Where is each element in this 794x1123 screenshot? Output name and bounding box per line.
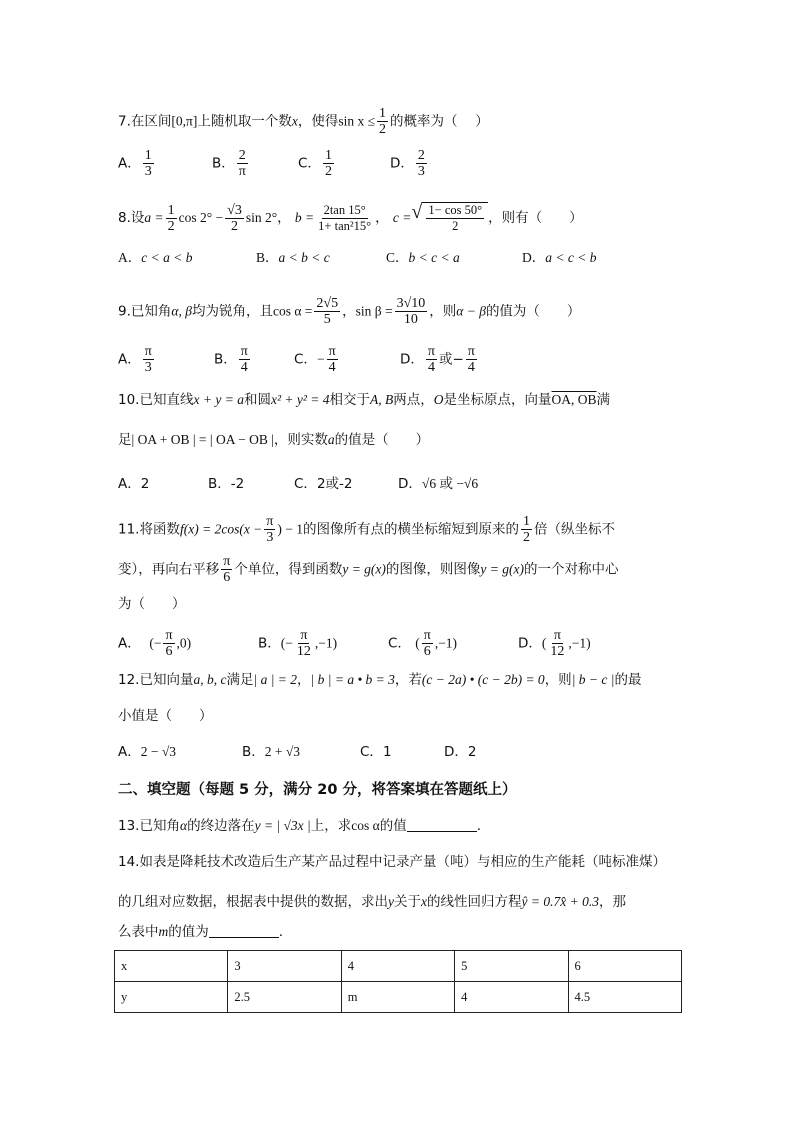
q7-fraction: $\frac{1}{2}$ <box>379 106 386 137</box>
question-13: 13.已知角α的终边落在y = | √3x |上，求cos α的值 . <box>118 818 482 834</box>
q9-option-a[interactable]: A． $\frac{\pi}{3}$ <box>118 344 152 375</box>
table-cell: 4.5 <box>568 982 681 1013</box>
question-11-line1: 11.将函数f(x) = 2cos(x − $\frac{\pi}{3}$ ) − 1的图像所有点的横坐标缩短到原来的 $\frac{1}{2}$ 倍（纵坐标不 <box>118 514 615 545</box>
q8-option-b[interactable]: B．a < b < c <box>256 250 330 265</box>
q9-option-b[interactable]: B． $\frac{\pi}{4}$ <box>214 344 248 375</box>
q10-option-b[interactable]: B．-2 <box>208 476 245 492</box>
q7-option-b[interactable]: B． $\frac{2}{\pi}$ <box>212 148 246 179</box>
q7-option-c[interactable]: C． $\frac{1}{2}$ <box>298 148 332 179</box>
q11-option-d[interactable]: D．( $\frac{\pi}{12}$ ,−1) <box>518 628 591 659</box>
table-cell: m <box>341 982 454 1013</box>
q10-option-a[interactable]: A．2 <box>118 476 150 492</box>
q13-answer-blank[interactable] <box>407 817 477 832</box>
q7-var: x <box>291 113 298 129</box>
q14-answer-blank[interactable] <box>209 923 279 938</box>
table-cell: 2.5 <box>228 982 341 1013</box>
q7-cond: sin x ≤ <box>338 113 375 129</box>
q7-option-a[interactable]: A． $\frac{1}{3}$ <box>118 148 152 179</box>
table-cell: 4 <box>341 951 454 982</box>
q7-stem-mid: 上随机取一个数 <box>197 113 292 130</box>
table-cell: 5 <box>455 951 568 982</box>
question-14-line1: 14.如表是降耗技术改造后生产某产品过程中记录产量（吨）与相应的生产能耗（吨标准煤） <box>118 854 666 870</box>
q12-option-b[interactable]: B．2 + √3 <box>242 744 301 760</box>
question-7 <box>118 106 489 137</box>
q8-option-d[interactable]: D．a < c < b <box>522 250 597 265</box>
q11-option-b[interactable]: B．(− $\frac{\pi}{12}$ ,−1) <box>258 628 338 659</box>
question-10-line1: 10.已知直线x + y = a和圆x² + y² = 4相交于A, B两点，O是坐标原点，向量OA, OB满 <box>118 392 611 408</box>
table-row <box>115 982 682 1013</box>
q7-stem: 7.在区间 <box>118 113 172 130</box>
table-cell: 6 <box>568 951 681 982</box>
q8-option-c[interactable]: C．b < c < a <box>386 250 460 265</box>
section-heading-fill-in: 二、填空题（每题 5 分，满分 20 分，将答案填在答题纸上） <box>118 782 517 798</box>
question-9: 9.已知角α, β均为锐角，且cos α = $\frac{2√5}{5}$ ，sin β = $\frac{3√10}{10}$ ，则α − β的值为（ ） <box>118 296 581 327</box>
q7-stem-mid2: ，使得 <box>297 113 339 130</box>
q10-option-c[interactable]: C．2或-2 <box>294 476 353 492</box>
table-cell: x <box>115 951 228 982</box>
question-12-line2: 小值是（ ） <box>118 708 213 724</box>
q9-option-c[interactable]: C．− $\frac{\pi}{4}$ <box>294 344 336 375</box>
question-11-line2: 变），再向右平移 $\frac{\pi}{6}$ 个单位，得到函数y = g(x)的图像，则图像y = g(x)的一个对称中心 <box>118 554 619 585</box>
table-row <box>115 951 682 982</box>
q12-option-c[interactable]: C．1 <box>360 744 392 760</box>
q12-option-a[interactable]: A．2 − √3 <box>118 744 177 760</box>
q11-option-c[interactable]: C． ( $\frac{\pi}{6}$ ,−1) <box>388 628 458 659</box>
question-11-line3: 为（ ） <box>118 596 186 612</box>
table-cell: y <box>115 982 228 1013</box>
table-cell: 3 <box>228 951 341 982</box>
q7-interval: [0,π] <box>171 113 198 129</box>
q7-option-d[interactable]: D． $\frac{2}{3}$ <box>390 148 425 179</box>
question-12-line1: 12.已知向量a, b, c满足| a | = 2，| b | = a • b = 3，若(c − 2a) • (c − 2b) = 0，则| b − c |的最 <box>118 672 642 688</box>
q10-option-d[interactable]: D．√6 或 −√6 <box>398 476 479 492</box>
q14-data-table <box>114 950 682 1013</box>
q7-stem-post: 的概率为（ ） <box>390 113 489 130</box>
question-10-line2: 足| OA + OB | = | OA − OB |，则实数a的值是（ ） <box>118 432 430 448</box>
q11-option-a[interactable]: A． (− $\frac{\pi}{6}$ ,0) <box>118 628 192 659</box>
q12-option-d[interactable]: D．2 <box>444 744 477 760</box>
q8-option-a[interactable]: A．c < a < b <box>118 250 193 265</box>
question-14-line3: 么表中m的值为 . <box>118 924 284 940</box>
table-cell: 4 <box>455 982 568 1013</box>
question-8: 8.设a = $\frac{1}{2}$ cos 2° − $\frac{√3}{2}$ sin 2°， b = $\frac{2\tan 15^\circ}{\text{1+ tan²15°}}$ ， c = √ $\frac{1- \cos 50^\circ}{2}$ ，则有（ ） <box>118 201 583 234</box>
question-14-line2: 的几组对应数据，根据表中提供的数据，求出y关于x的线性回归方程ŷ = 0.7x̂ + 0.3，那 <box>118 894 626 910</box>
q9-option-d[interactable]: D． $\frac{\pi}{4}$ 或− $\frac{\pi}{4}$ <box>400 344 475 375</box>
